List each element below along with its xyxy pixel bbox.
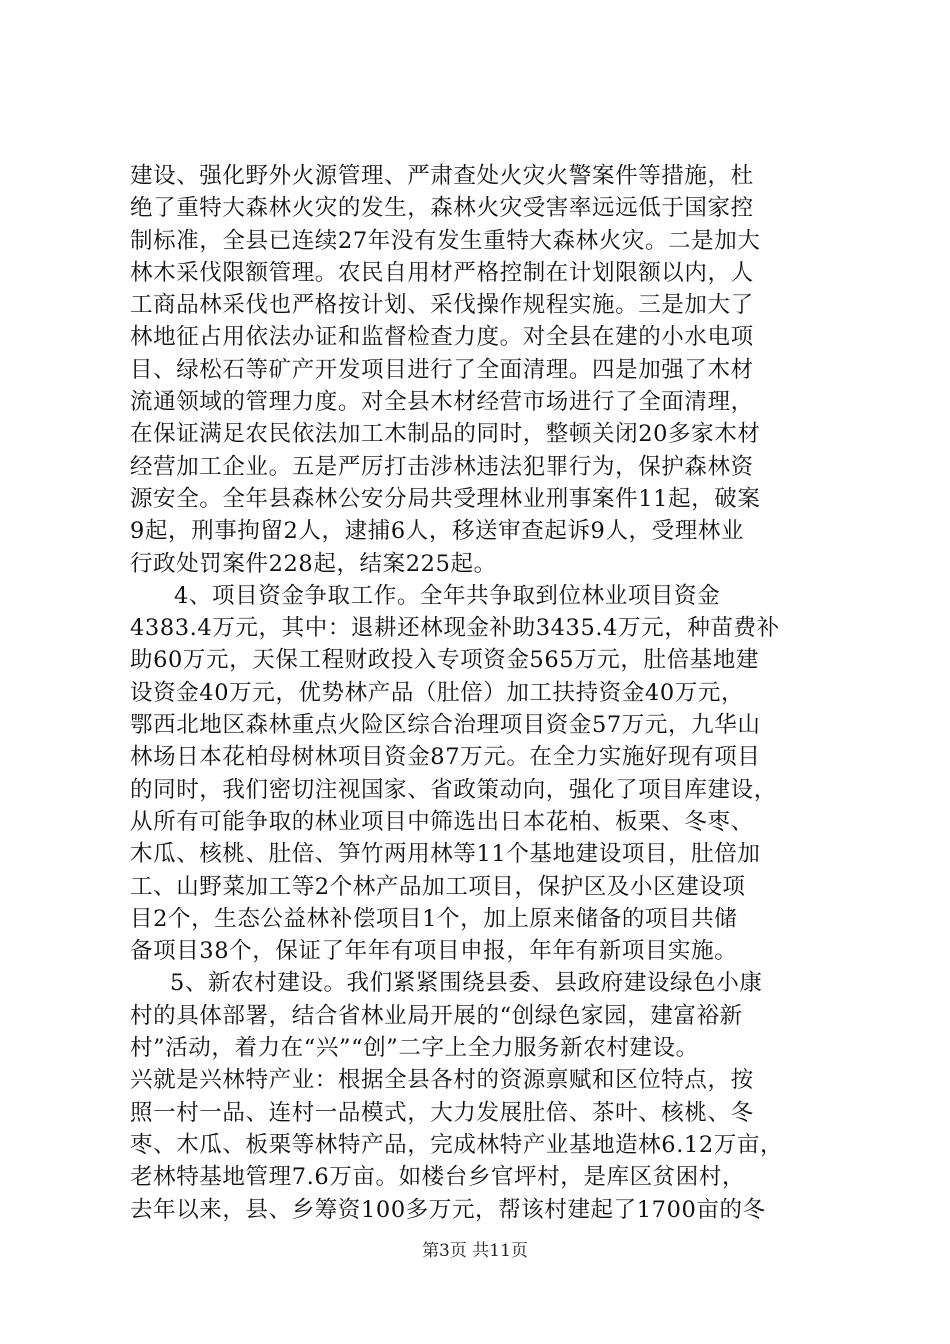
text-line: 照一村一品、连村一品模式，大力发展肚倍、茶叶、核桃、冬 xyxy=(130,1099,754,1126)
text-line: 建设、强化野外火源管理、严肃查处火灾火警案件等措施，杜 xyxy=(130,163,754,189)
page-number: 第3页 共11页 xyxy=(422,1241,528,1261)
text-line: 助60万元，天保工程财政投入专项资金565万元，肚倍基地建 xyxy=(130,647,759,674)
text-line: 老林特基地管理7.6万亩。如楼台乡官坪村，是库区贫困村， xyxy=(130,1164,746,1191)
text-line: 枣、木瓜、板栗等林特产品，完成林特产业基地造林6.12万亩， xyxy=(130,1131,784,1158)
text-line: 的同时，我们密切注视国家、省政策动向，强化了项目库建设， xyxy=(130,776,777,803)
text-line: 木瓜、核桃、肚倍、笋竹两用林等11个基地建设项目，肚倍加 xyxy=(130,841,761,868)
document-body xyxy=(130,160,830,1226)
text-line: 林木采伐限额管理。农民自用材严格控制在计划限额以内，人 xyxy=(130,259,754,286)
text-line: 绝了重特大森林火灾的发生，森林火灾受害率远远低于国家控 xyxy=(130,195,754,222)
text-line: 行政处罚案件228起，结案225起。 xyxy=(130,550,497,577)
text-line: 工、山野菜加工等2个林产品加工项目，保护区及小区建设项 xyxy=(130,873,746,900)
text-line: 目、绿松石等矿产开发项目进行了全面清理。四是加强了木材 xyxy=(130,356,754,383)
text-line: 经营加工企业。五是严厉打击涉林违法犯罪行为，保护森林资 xyxy=(130,453,754,480)
text-line: 设资金40万元，优势林产品（肚倍）加工扶持资金40万元， xyxy=(130,679,745,706)
text-line: 目2个，生态公益林补偿项目1个，加上原来储备的项目共储 xyxy=(130,905,738,932)
text-line: 鄂西北地区森林重点火险区综合治理项目资金57万元，九华山 xyxy=(130,712,761,739)
text-line: 流通领域的管理力度。对全县木材经营市场进行了全面清理， xyxy=(130,389,754,416)
text-line: 制标准，全县已连续27年没有发生重特大森林火灾。二是加大 xyxy=(130,227,761,254)
paragraph-start-line: 5、新农村建设。我们紧紧围绕县委、县政府建设绿色小康 xyxy=(170,970,763,997)
text-line: 林地征占用依法办证和监督检查力度。对全县在建的小水电项 xyxy=(130,324,754,351)
text-line: 林场日本花柏母树林项目资金87万元。在全力实施好现有项目 xyxy=(130,744,761,771)
text-line: 备项目38个，保证了年年有项目申报，年年有新项目实施。 xyxy=(130,938,738,965)
text-line: 从所有可能争取的林业项目中筛选出日本花柏、板栗、冬枣、 xyxy=(130,808,754,835)
text-line: 村”活动，着力在“兴”“创”二字上全力服务新农村建设。 xyxy=(130,1035,699,1062)
text-line: 去年以来，县、乡筹资100多万元，帮该村建起了1700亩的冬 xyxy=(130,1196,766,1223)
text-line: 源安全。全年县森林公安分局共受理林业刑事案件11起，破案 xyxy=(130,485,761,512)
text-line: 在保证满足农民依法加工木制品的同时，整顿关闭20多家木材 xyxy=(130,421,761,448)
paragraph-start-line: 4、项目资金争取工作。全年共争取到位林业项目资金 xyxy=(174,582,721,609)
text-line: 工商品林采伐也严格按计划、采伐操作规程实施。三是加大了 xyxy=(130,292,754,319)
text-line: 兴就是兴林特产业：根据全县各村的资源禀赋和区位特点，按 xyxy=(130,1067,754,1094)
text-line: 村的具体部署，结合省林业局开展的“创绿色家园，建富裕新 xyxy=(130,1002,743,1029)
text-line: 9起，刑事拘留2人，逮捕6人，移送审查起诉9人，受理林业 xyxy=(130,518,745,545)
page-footer xyxy=(0,1240,950,1262)
text-line: 4383.4万元，其中：退耕还林现金补助3435.4万元，种苗费补 xyxy=(130,615,780,642)
